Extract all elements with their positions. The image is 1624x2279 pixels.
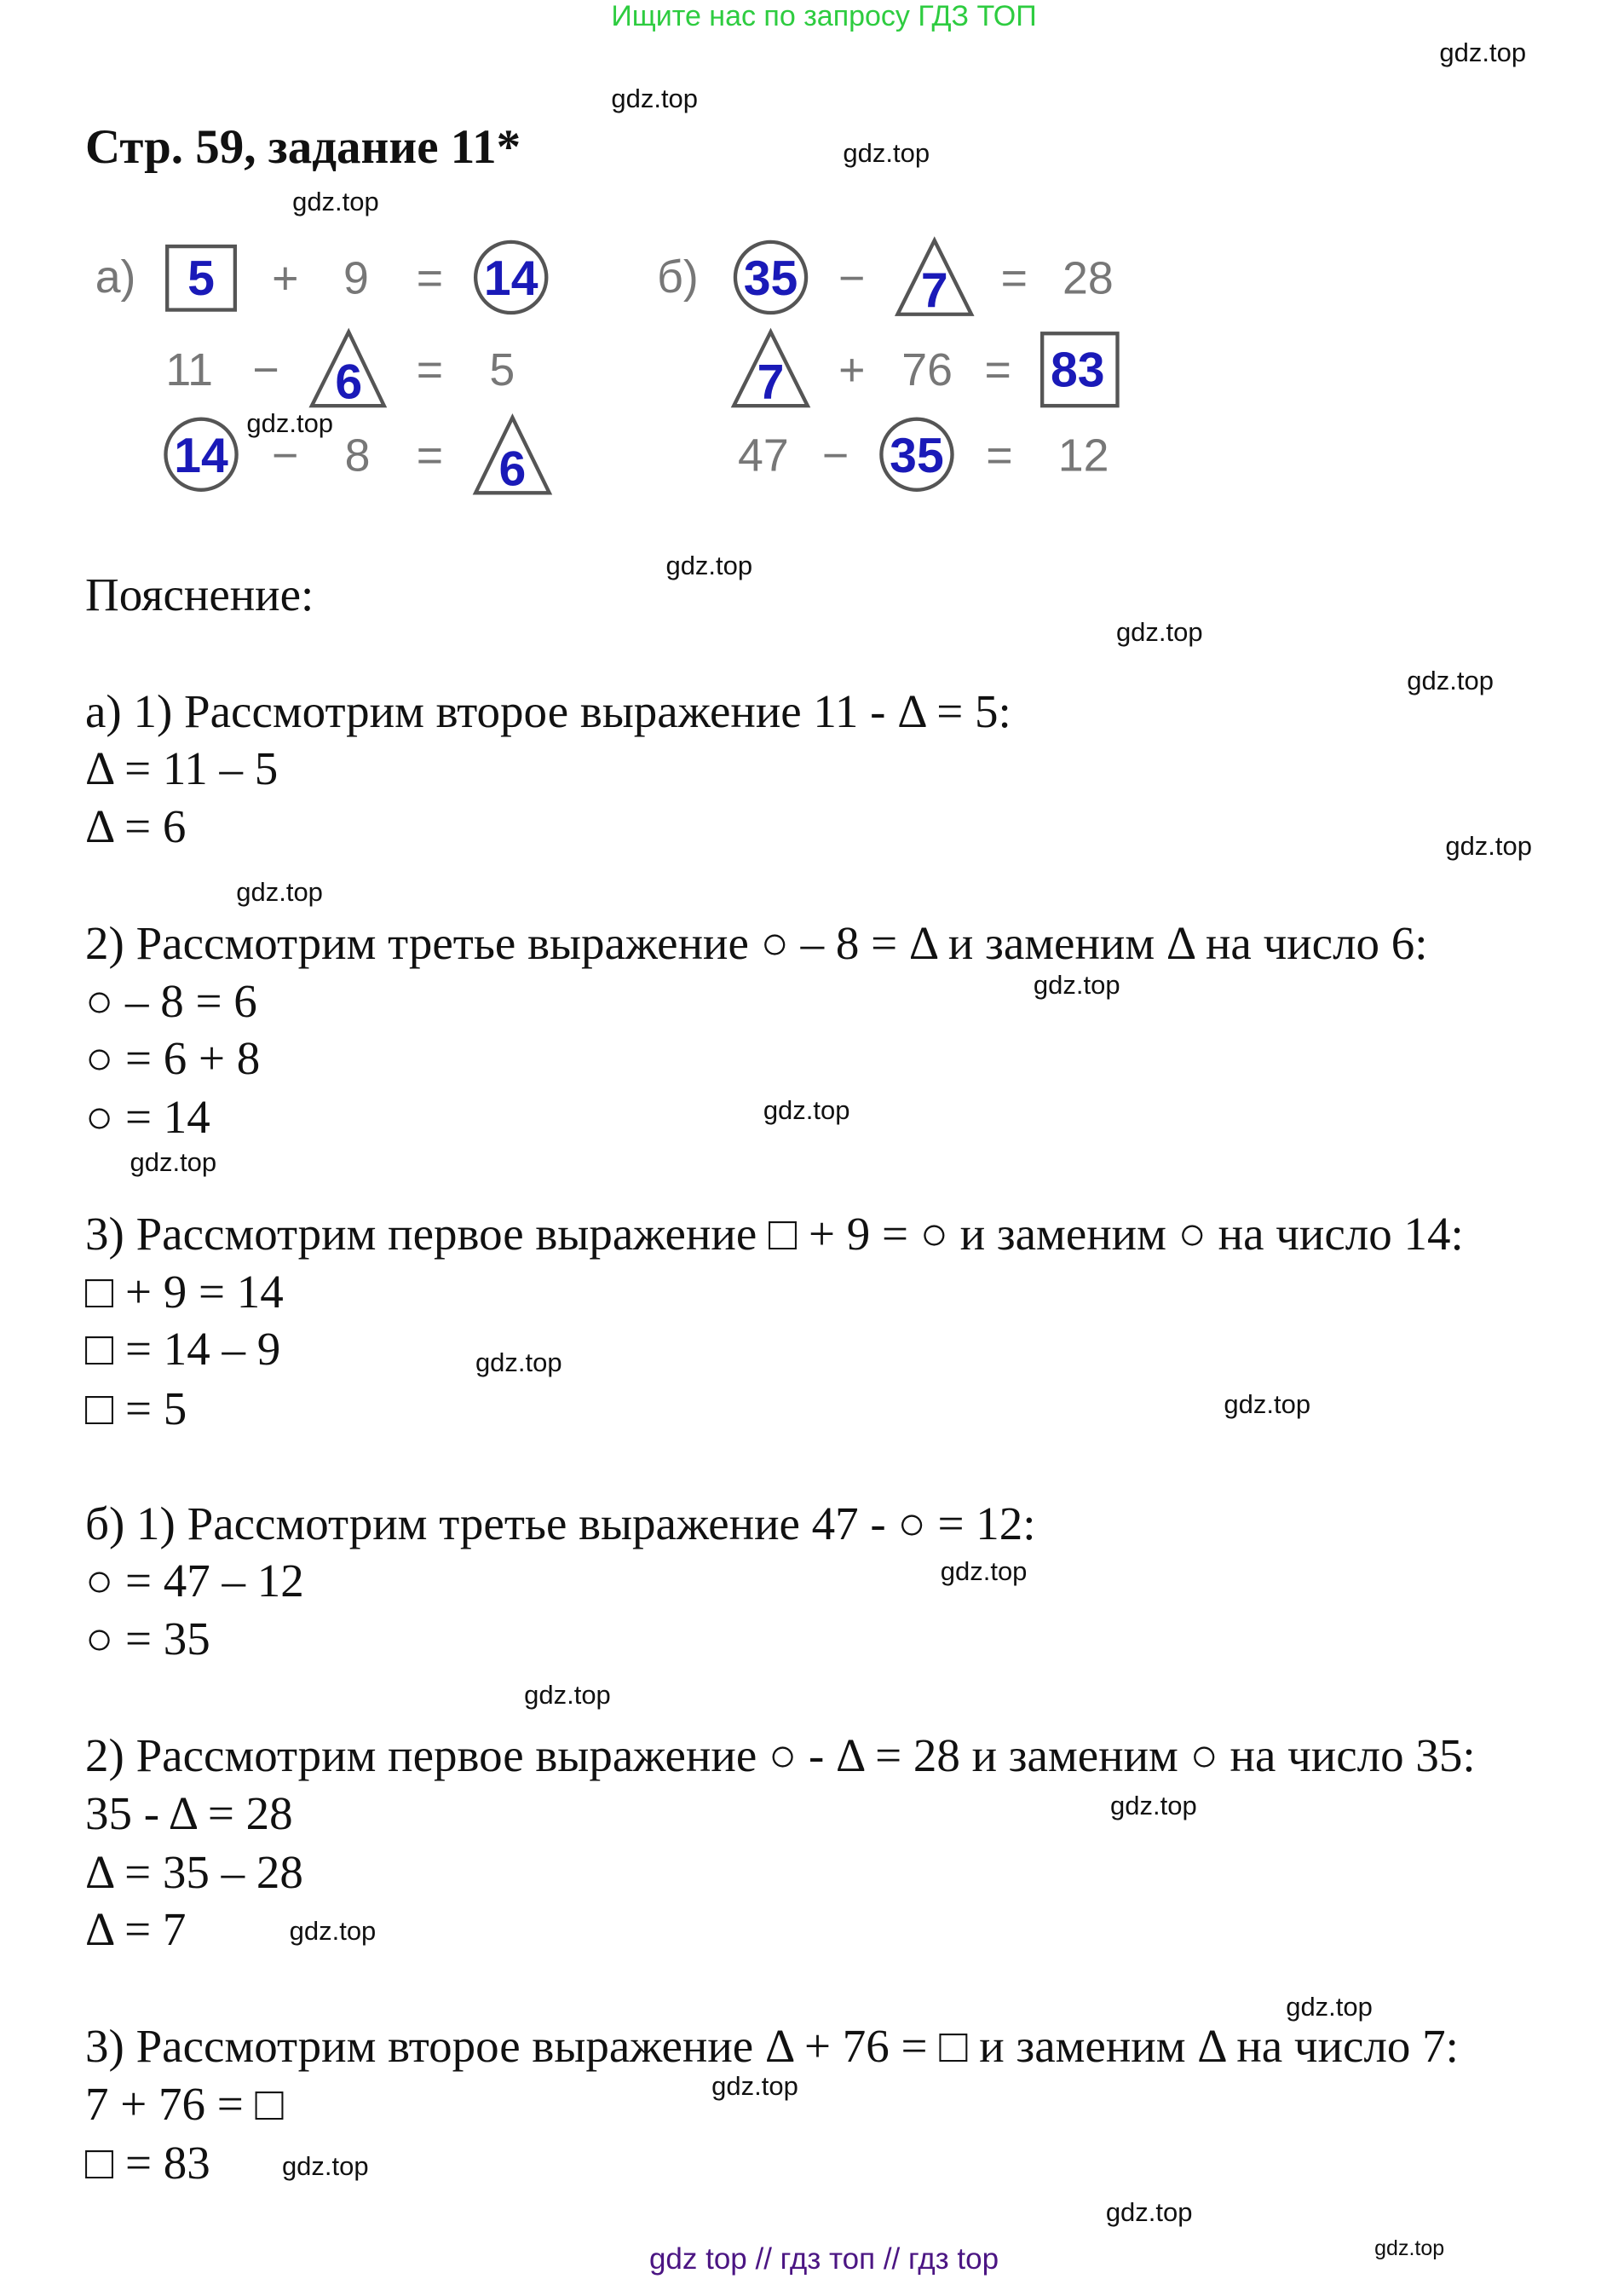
equals: = [416,430,444,482]
exercise-figure [0,192,1624,516]
watermark: gdz.top [763,1095,850,1125]
watermark: gdz.top [711,2071,798,2102]
answer: 14 [174,429,228,484]
watermark: gdz.top [130,1146,217,1177]
watermark: gdz.top [665,550,753,580]
watermark: gdz.top [1110,1791,1197,1821]
watermark: gdz.top [1115,616,1203,647]
number: 11 [165,343,214,395]
explanation-line: 2) Рассмотрим третье выражение ○ – 8 = Δ и заменим Δ на число 6: [85,916,1428,969]
explanation-line: б) 1) Рассмотрим третье выражение 47 - ○ = 12: [85,1497,1036,1549]
explanation-line: ○ = 47 – 12 [85,1555,304,1607]
operator: − [252,343,279,395]
watermark: gdz.top [1286,1991,1373,2022]
explanation-line: □ = 83 [85,2137,210,2190]
equals: = [416,343,444,395]
watermark: gdz.top [236,876,323,907]
operator: + [838,343,866,395]
explanation-line: ○ – 8 = 6 [85,974,257,1027]
number: 9 [343,252,369,304]
explanation-line: 7 + 76 = □ [85,2077,284,2130]
watermark: gdz.top [1374,2236,1445,2261]
number: 5 [489,343,515,395]
explanation-line: 35 - Δ = 28 [85,1786,293,1839]
part-a-label: а) [95,251,136,303]
answer: 5 [187,251,215,307]
explanation-line: Δ = 6 [85,800,187,853]
answer: 83 [1050,343,1105,398]
explanation-line: Δ = 11 – 5 [85,742,279,795]
watermark: gdz.top [524,1680,611,1711]
answer: 6 [335,355,363,410]
explanation-line: □ + 9 = 14 [85,1265,284,1318]
explanation-line: 3) Рассмотрим первое выражение □ + 9 = ○ и заменим ○ на число 14: [85,1208,1464,1261]
explanation-line: 3) Рассмотрим второе выражение Δ + 76 = □ и заменим Δ на число 7: [85,2020,1459,2073]
equals: = [1000,252,1028,304]
answer: 7 [757,355,785,410]
explanation-line: Δ = 7 [85,1903,187,1956]
explanation-line: □ = 5 [85,1382,187,1434]
page-title: Стр. 59, задание 11* [85,120,521,174]
watermark: gdz.top [1439,38,1527,68]
watermark: gdz.top [292,187,379,217]
watermark: gdz.top [843,138,930,169]
watermark: gdz.top [1407,665,1494,695]
number: 76 [901,343,953,395]
equals: = [986,430,1013,482]
operator: − [838,252,866,304]
answer: 14 [483,251,538,307]
explanation-line: ○ = 14 [85,1091,210,1144]
operator: − [272,430,299,482]
explanation-line: ○ = 6 + 8 [85,1032,261,1085]
answer: 35 [890,429,944,484]
watermark: gdz.top [1033,969,1120,1000]
watermark: gdz.top [1224,1388,1311,1419]
explanation-line: Δ = 35 – 28 [85,1845,303,1898]
operator: + [272,252,299,304]
explanation-line: а) 1) Рассмотрим второе выражение 11 - Δ = 5: [85,684,1011,737]
number: 12 [1057,430,1109,482]
part-b-label: б) [657,251,699,303]
watermark: gdz.top [611,84,699,114]
watermark: gdz.top [1445,830,1533,861]
watermark: gdz.top [1105,2196,1193,2227]
watermark: gdz.top [289,1916,377,1947]
number: 28 [1062,252,1114,304]
answer: 35 [743,251,798,307]
watermark: gdz.top [246,408,334,439]
explanation-heading: Пояснение: [85,568,314,620]
explanation-line: □ = 14 – 9 [85,1323,281,1376]
number: 8 [344,430,371,482]
watermark: gdz.top [281,2150,369,2181]
equals: = [416,252,444,304]
explanation-line: 2) Рассмотрим первое выражение ○ - Δ = 28 и заменим ○ на число 35: [85,1728,1476,1781]
footer-links[interactable]: gdz top // гдз топ // гдз top [648,2242,999,2276]
search-banner[interactable]: Ищите нас по запросу ГДЗ ТОП [611,0,1037,32]
answer: 6 [498,441,527,497]
operator: − [822,430,849,482]
number: 47 [737,430,789,482]
watermark: gdz.top [940,1555,1028,1586]
explanation-line: ○ = 35 [85,1613,210,1665]
watermark: gdz.top [475,1347,562,1378]
answer: 7 [920,263,948,319]
equals: = [984,343,1011,395]
